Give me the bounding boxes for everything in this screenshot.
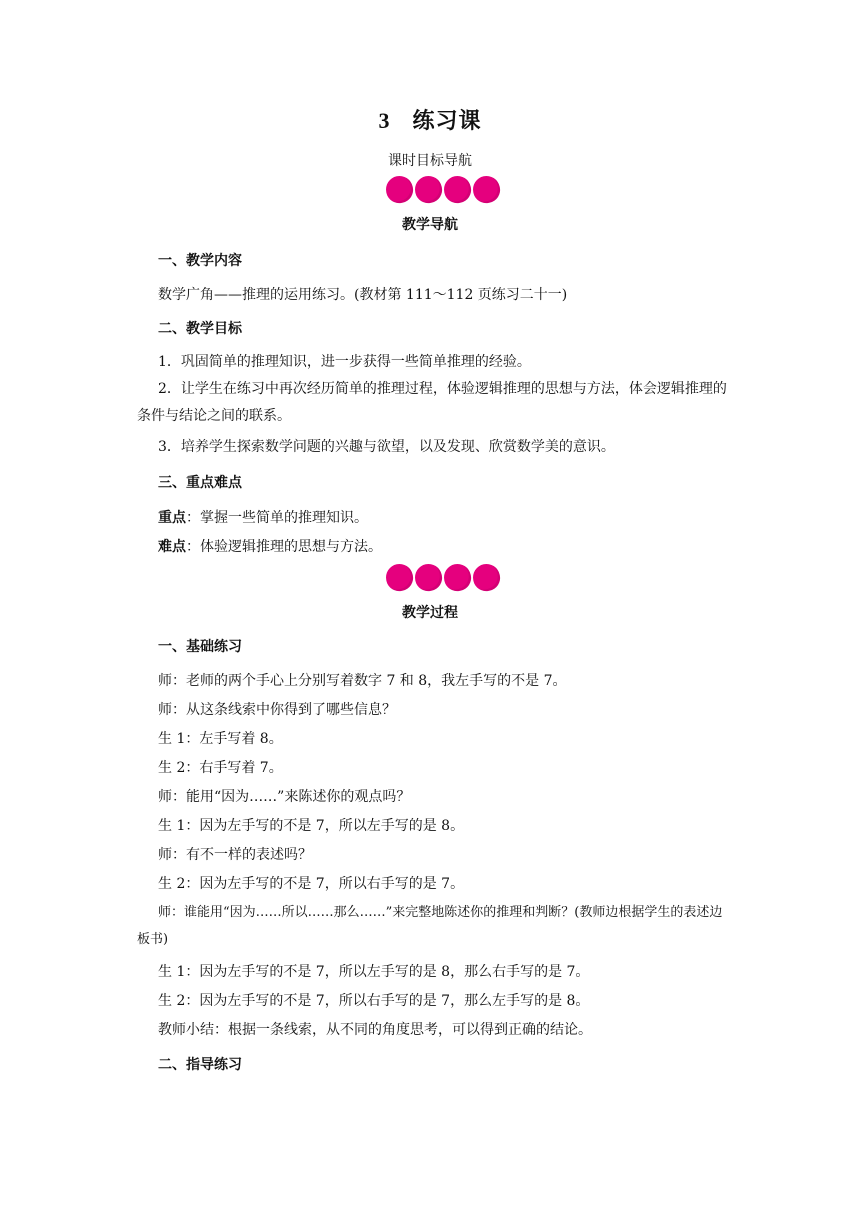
nav-heading: 教学导航 xyxy=(402,217,458,233)
dialogue-line: 师：老师的两个手心上分别写着数字 7 和 8，我左手写的不是 7。 xyxy=(158,673,567,689)
dot-icon xyxy=(441,561,473,593)
dot-icon xyxy=(470,561,502,593)
page-subtitle: 课时目标导航 xyxy=(388,153,472,169)
section-heading-basic-practice: 一、基础练习 xyxy=(158,639,242,655)
dialogue-line: 生 2：右手写着 7。 xyxy=(158,760,283,776)
teacher-summary: 教师小结：根据一条线索，从不同的角度思考，可以得到正确的结论。 xyxy=(158,1022,592,1038)
dot-icon xyxy=(412,561,444,593)
dialogue-line: 生 2：因为左手写的不是 7，所以右手写的是 7。 xyxy=(158,876,465,892)
dialogue-line: 生 1：因为左手写的不是 7，所以左手写的是 8。 xyxy=(158,818,465,834)
dialogue-line: 生 2：因为左手写的不是 7，所以右手写的是 7，那么左手写的是 8。 xyxy=(158,993,590,1009)
lesson-number: 3 xyxy=(378,108,391,133)
dot-icon xyxy=(441,173,473,205)
difficulty-text: ：体验逻辑推理的思想与方法。 xyxy=(186,539,382,555)
dot-icon xyxy=(383,173,415,205)
dialogue-line: 生 1：左手写着 8。 xyxy=(158,731,283,747)
dialogue-line: 师：有不一样的表述吗？ xyxy=(158,847,312,863)
key-point-text: ：掌握一些简单的推理知识。 xyxy=(186,510,368,526)
section-heading-key-points: 三、重点难点 xyxy=(158,475,242,491)
difficulty xyxy=(158,537,728,557)
page-title xyxy=(0,104,860,135)
dialogue-line: 生 1：因为左手写的不是 7，所以左手写的是 8，那么右手写的是 7。 xyxy=(158,964,590,980)
dialogue-line: 师：从这条线索中你得到了哪些信息？ xyxy=(158,702,396,718)
key-point xyxy=(158,508,728,528)
dialogue-line-long: 师：谁能用“因为……所以……那么……”来完整地陈述你的推理和判断？(教师边根据学生的表述边板书) xyxy=(137,905,723,947)
dot-icon xyxy=(470,173,502,205)
dot-icon xyxy=(383,561,415,593)
goal-2: 2．让学生在练习中再次经历简单的推理过程，体验逻辑推理的思想与方法，体会逻辑推理的条件与结论之间的联系。 xyxy=(137,381,727,424)
goal-3: 3．培养学生探索数学问题的兴趣与欲望，以及发现、欣赏数学美的意识。 xyxy=(158,439,615,455)
dot-icon xyxy=(412,173,444,205)
section-heading-content: 一、教学内容 xyxy=(158,253,242,269)
section-heading-guided-practice: 二、指导练习 xyxy=(158,1057,242,1073)
section-text-content: 数学广角——推理的运用练习。(教材第 111～112 页练习二十一) xyxy=(158,287,568,303)
key-point-label: 重点 xyxy=(158,510,186,526)
section-heading-goals: 二、教学目标 xyxy=(158,321,242,337)
difficulty-label: 难点 xyxy=(158,539,186,555)
process-heading: 教学过程 xyxy=(402,605,458,621)
goal-1: 1．巩固简单的推理知识，进一步获得一些简单推理的经验。 xyxy=(158,354,531,370)
dialogue-line: 师：能用“因为……”来陈述你的观点吗？ xyxy=(158,789,411,805)
decorative-dots xyxy=(386,176,506,206)
decorative-dots xyxy=(386,564,506,594)
lesson-title: 练习课 xyxy=(412,109,482,134)
